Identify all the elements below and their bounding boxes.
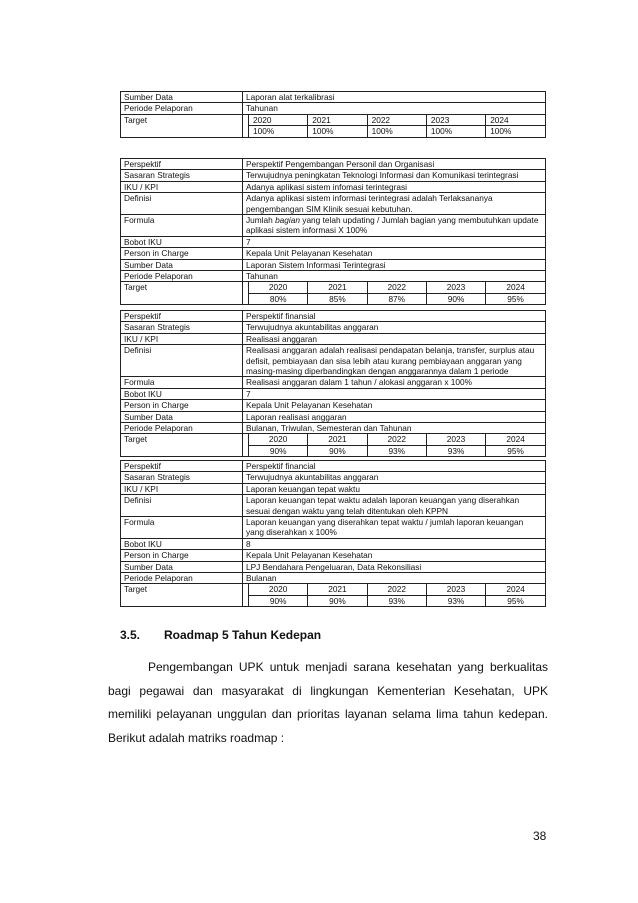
kpi-table-sistem-informasi bbox=[120, 158, 546, 305]
row-value: 7 bbox=[243, 236, 546, 247]
row-value: Laporan keuangan yang diserahkan tepat waktu / jumlah laporan keuangan yang diserahkan x 100% bbox=[243, 517, 546, 539]
page-number: 38 bbox=[533, 829, 547, 843]
table-row bbox=[121, 236, 546, 247]
row-label: Periode Pelaporan bbox=[121, 573, 243, 584]
table-row bbox=[121, 411, 546, 422]
row-value: Kepala Unit Pelayanan Kesehatan bbox=[243, 248, 546, 259]
table-row bbox=[121, 550, 546, 561]
row-label: Sumber Data bbox=[121, 259, 243, 270]
target-year: 2021 bbox=[308, 434, 367, 445]
target-value: 90% bbox=[249, 445, 308, 456]
target-year: 2023 bbox=[426, 584, 485, 595]
row-label: Formula bbox=[121, 215, 243, 237]
row-label: Definisi bbox=[121, 193, 243, 215]
row-label: Person in Charge bbox=[121, 550, 243, 561]
target-value: 100% bbox=[486, 126, 545, 137]
row-value: Kepala Unit Pelayanan Kesehatan bbox=[243, 550, 546, 561]
body-paragraph bbox=[108, 656, 548, 750]
target-value: 93% bbox=[426, 595, 485, 606]
row-label: Sumber Data bbox=[121, 92, 243, 103]
target-value: 93% bbox=[426, 445, 485, 456]
target-value: 100% bbox=[367, 126, 426, 137]
target-label: Target bbox=[121, 584, 243, 607]
row-label: Sumber Data bbox=[121, 561, 243, 572]
row-value: Terwujudnya peningkatan Teknologi Informasi dan Komunikasi terintegrasi bbox=[243, 170, 546, 181]
target-year: 2020 bbox=[249, 115, 308, 126]
table-row bbox=[121, 400, 546, 411]
target-value: 93% bbox=[367, 595, 426, 606]
target-years-table bbox=[248, 584, 545, 606]
target-year: 2023 bbox=[426, 282, 485, 293]
target-year: 2023 bbox=[426, 115, 485, 126]
row-label: Bobot IKU bbox=[121, 538, 243, 549]
table-row bbox=[121, 388, 546, 399]
table-row bbox=[121, 472, 546, 483]
target-row bbox=[121, 282, 546, 305]
target-year: 2021 bbox=[308, 282, 367, 293]
row-value: Bulanan bbox=[243, 573, 546, 584]
row-label: Sasaran Strategis bbox=[121, 322, 243, 333]
target-year: 2022 bbox=[367, 584, 426, 595]
row-value: Laporan Sistem Informasi Terintegrasi bbox=[243, 259, 546, 270]
table-row bbox=[121, 377, 546, 388]
target-year: 2021 bbox=[308, 115, 367, 126]
target-year: 2022 bbox=[367, 282, 426, 293]
row-label: IKU / KPI bbox=[121, 181, 243, 192]
row-value: Bulanan, Triwulan, Semesteran dan Tahunan bbox=[243, 423, 546, 434]
target-year: 2023 bbox=[426, 434, 485, 445]
target-value: 100% bbox=[308, 126, 367, 137]
row-label: Sasaran Strategis bbox=[121, 170, 243, 181]
target-year: 2021 bbox=[308, 584, 367, 595]
row-value: Kepala Unit Pelayanan Kesehatan bbox=[243, 400, 546, 411]
row-value: Laporan keuangan tepat waktu adalah laporan keuangan yang diserahkan sesuai dengan waktu yang telah ditentukan oleh KPPN bbox=[243, 495, 546, 517]
table-row bbox=[121, 517, 546, 539]
target-row bbox=[121, 434, 546, 457]
target-value: 90% bbox=[426, 293, 485, 304]
table-row bbox=[121, 170, 546, 181]
target-row bbox=[121, 114, 546, 137]
target-value: 100% bbox=[249, 126, 308, 137]
table-row bbox=[121, 159, 546, 170]
target-value: 93% bbox=[367, 445, 426, 456]
target-row bbox=[121, 584, 546, 607]
target-value: 87% bbox=[367, 293, 426, 304]
target-year: 2022 bbox=[367, 434, 426, 445]
table-row bbox=[121, 322, 546, 333]
table-row bbox=[121, 311, 546, 322]
row-label: Perspektif bbox=[121, 311, 243, 322]
row-label: IKU / KPI bbox=[121, 483, 243, 494]
table-row bbox=[121, 248, 546, 259]
row-label: Sumber Data bbox=[121, 411, 243, 422]
row-value: Perspektif financial bbox=[243, 461, 546, 472]
target-value: 95% bbox=[486, 595, 545, 606]
row-value: Realisasi anggaran adalah realisasi pendapatan belanja, transfer, surplus atau defisit, pembiayaan dan sisa lebih atau kurang pembiayaan anggaran yang masing-masing diperbandingkan dengan anggarannya dalam 1 periode bbox=[243, 345, 546, 377]
row-label: Perspektif bbox=[121, 461, 243, 472]
target-year: 2024 bbox=[486, 584, 545, 595]
table-row bbox=[121, 573, 546, 584]
row-label: Perspektif bbox=[121, 159, 243, 170]
target-year: 2020 bbox=[249, 282, 308, 293]
section-heading bbox=[120, 628, 321, 642]
target-years-table bbox=[248, 115, 545, 137]
row-value: LPJ Bendahara Pengeluaran, Data Rekonsiliasi bbox=[243, 561, 546, 572]
table-row bbox=[121, 423, 546, 434]
table-row bbox=[121, 181, 546, 192]
row-value: Tahunan bbox=[243, 103, 546, 114]
kpi-table-realisasi-anggaran bbox=[120, 310, 546, 457]
target-label: Target bbox=[121, 114, 243, 137]
target-label: Target bbox=[121, 434, 243, 457]
row-label: Periode Pelaporan bbox=[121, 103, 243, 114]
target-year: 2024 bbox=[486, 282, 545, 293]
row-label: Person in Charge bbox=[121, 400, 243, 411]
table-row bbox=[121, 538, 546, 549]
row-value: Jumlah bagian yang telah updating / Jumlah bagian yang membutuhkan update aplikasi sistem informasi X 100% bbox=[243, 215, 546, 237]
row-value: Adanya aplikasi sistem infomasi terintegrasi bbox=[243, 181, 546, 192]
table-row bbox=[121, 103, 546, 114]
target-value: 90% bbox=[308, 595, 367, 606]
target-value: 85% bbox=[308, 293, 367, 304]
target-year: 2024 bbox=[486, 115, 545, 126]
kpi-table-alat-terkalibrasi bbox=[120, 91, 546, 138]
row-value: 8 bbox=[243, 538, 546, 549]
emphasis-text: bagian bbox=[275, 215, 300, 226]
table-row bbox=[121, 483, 546, 494]
section-number: 3.5. bbox=[120, 628, 141, 642]
table-row bbox=[121, 333, 546, 344]
table-row bbox=[121, 215, 546, 237]
table-row bbox=[121, 193, 546, 215]
row-label: Definisi bbox=[121, 345, 243, 377]
row-value: 7 bbox=[243, 388, 546, 399]
row-label: IKU / KPI bbox=[121, 333, 243, 344]
target-year: 2022 bbox=[367, 115, 426, 126]
row-label: Bobot IKU bbox=[121, 388, 243, 399]
target-value: 90% bbox=[249, 595, 308, 606]
row-value: Terwujudnya akuntabilitas anggaran bbox=[243, 322, 546, 333]
row-value: Perspektif Pengembangan Personil dan Organisasi bbox=[243, 159, 546, 170]
target-label: Target bbox=[121, 282, 243, 305]
row-value: Laporan alat terkalibrasi bbox=[243, 92, 546, 103]
row-value: Adanya aplikasi sistem informasi terintegrasi adalah Terlaksananya pengembangan SIM Klinik sesuai kebutuhan. bbox=[243, 193, 546, 215]
target-year: 2020 bbox=[249, 434, 308, 445]
row-value: Perspektif finansial bbox=[243, 311, 546, 322]
target-year: 2024 bbox=[486, 434, 545, 445]
row-label: Formula bbox=[121, 517, 243, 539]
paragraph-text: Pengembangan UPK untuk menjadi sarana kesehatan yang berkualitas bagi pegawai dan masyarakat di lingkungan Kementerian Kesehatan, UPK memiliki pelayanan unggulan dan prioritas layanan selama lima tahun kedepan. Berikut adalah matriks roadmap : bbox=[108, 660, 548, 745]
target-year: 2020 bbox=[249, 584, 308, 595]
row-label: Formula bbox=[121, 377, 243, 388]
row-label: Sasaran Strategis bbox=[121, 472, 243, 483]
table-row bbox=[121, 461, 546, 472]
section-title: Roadmap 5 Tahun Kedepan bbox=[164, 628, 322, 642]
row-value: Laporan realisasi anggaran bbox=[243, 411, 546, 422]
row-value: Realisasi anggaran bbox=[243, 333, 546, 344]
row-value: Laporan keuangan tepat waktu bbox=[243, 483, 546, 494]
target-years-table bbox=[248, 282, 545, 304]
target-value: 80% bbox=[249, 293, 308, 304]
table-row bbox=[121, 92, 546, 103]
target-value: 100% bbox=[426, 126, 485, 137]
kpi-table-laporan-keuangan bbox=[120, 460, 546, 607]
row-value: Realisasi anggaran dalam 1 tahun / alokasi anggaran x 100% bbox=[243, 377, 546, 388]
row-value: Tahunan bbox=[243, 271, 546, 282]
table-row bbox=[121, 271, 546, 282]
table-row bbox=[121, 259, 546, 270]
table-row bbox=[121, 495, 546, 517]
row-label: Definisi bbox=[121, 495, 243, 517]
target-value: 95% bbox=[486, 445, 545, 456]
row-label: Person in Charge bbox=[121, 248, 243, 259]
row-label: Bobot IKU bbox=[121, 236, 243, 247]
target-years-table bbox=[248, 434, 545, 456]
row-value: Terwujudnya akuntabilitas anggaran bbox=[243, 472, 546, 483]
target-value: 90% bbox=[308, 445, 367, 456]
row-label: Periode Pelaporan bbox=[121, 271, 243, 282]
table-row bbox=[121, 561, 546, 572]
table-row bbox=[121, 345, 546, 377]
row-label: Periode Pelaporan bbox=[121, 423, 243, 434]
target-value: 95% bbox=[486, 293, 545, 304]
